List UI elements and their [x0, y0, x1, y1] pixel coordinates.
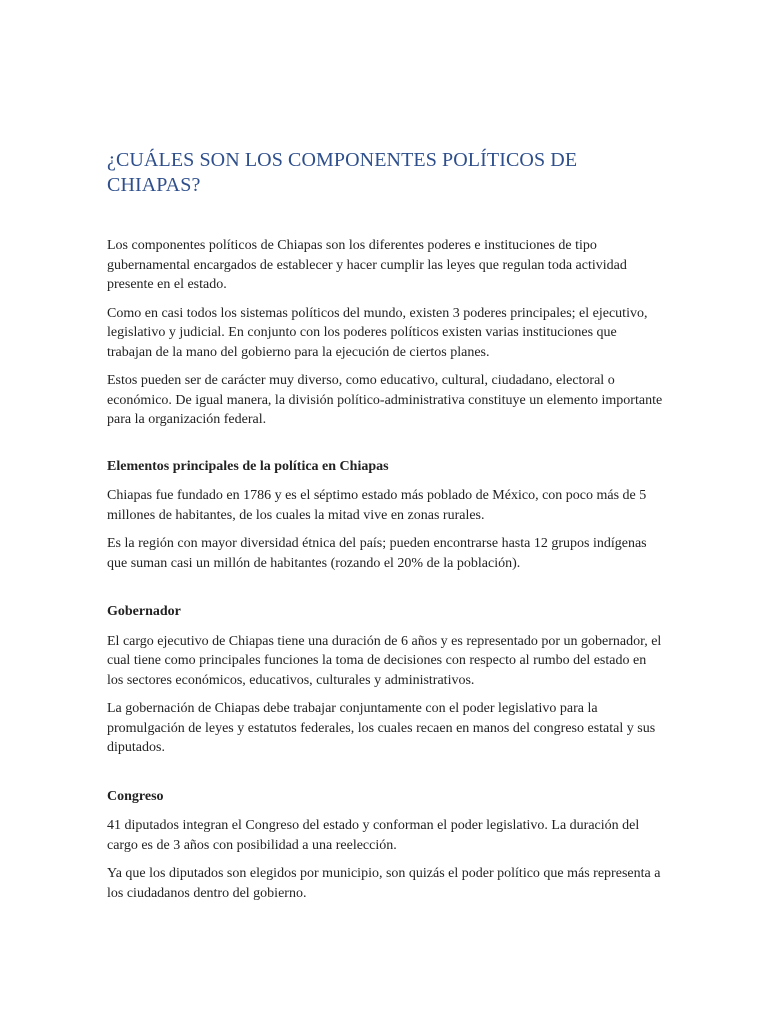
document-content	[107, 148, 663, 912]
section-paragraph: Es la región con mayor diversidad étnica del país; pueden encontrarse hasta 12 grupos indígenas que suman casi un millón de habitantes (rozando el 20% de la población).	[107, 536, 647, 571]
section-paragraph: 41 diputados integran el Congreso del estado y conforman el poder legislativo. La duración del cargo es de 3 años con posibilidad a una reelección.	[107, 818, 640, 853]
section-paragraph: Chiapas fue fundado en 1786 y es el séptimo estado más poblado de México, con poco más de 5 millones de habitantes, de los cuales la mitad vive en zonas rurales.	[107, 488, 647, 523]
intro-paragraph: Los componentes políticos de Chiapas son los diferentes poderes e instituciones de tipo gubernamental encargados de establecer y hacer cumplir las leyes que regulan toda actividad presente en el estado.	[107, 238, 627, 292]
intro-paragraph: Estos pueden ser de carácter muy diverso, como educativo, cultural, ciudadano, electoral o económico. De igual manera, la división político-administrativa constituye un elemento importante para la organización federal.	[107, 373, 663, 427]
section-heading-congreso: Congreso	[107, 788, 164, 804]
section-heading-gobernador: Gobernador	[107, 604, 181, 619]
section-paragraph: Ya que los diputados son elegidos por municipio, son quizás el poder político que más representa a los ciudadanos dentro del gobierno.	[107, 866, 661, 901]
page-title: ¿CUÁLES SON LOS COMPONENTES POLÍTICOS DE CHIAPAS?	[107, 149, 578, 196]
section-paragraph: El cargo ejecutivo de Chiapas tiene una duración de 6 años y es representado por un gobernador, el cual tiene como principales funciones la toma de decisiones con respecto al rumbo del estado en los sectores económicos, educativos, culturales y administrativos.	[107, 633, 662, 688]
section-heading-elementos: Elementos principales de la política en Chiapas	[107, 458, 389, 474]
intro-paragraph: Como en casi todos los sistemas políticos del mundo, existen 3 poderes principales; el ejecutivo, legislativo y judicial. En conjunto con los poderes políticos existen varias instituciones que trabajan de la mano del gobierno para la ejecución de ciertos planes.	[107, 305, 648, 360]
section-paragraph: La gobernación de Chiapas debe trabajar conjuntamente con el poder legislativo para la promulgación de leyes y estatutos federales, los cuales recaen en manos del congreso estatal y sus diputados.	[107, 701, 656, 755]
